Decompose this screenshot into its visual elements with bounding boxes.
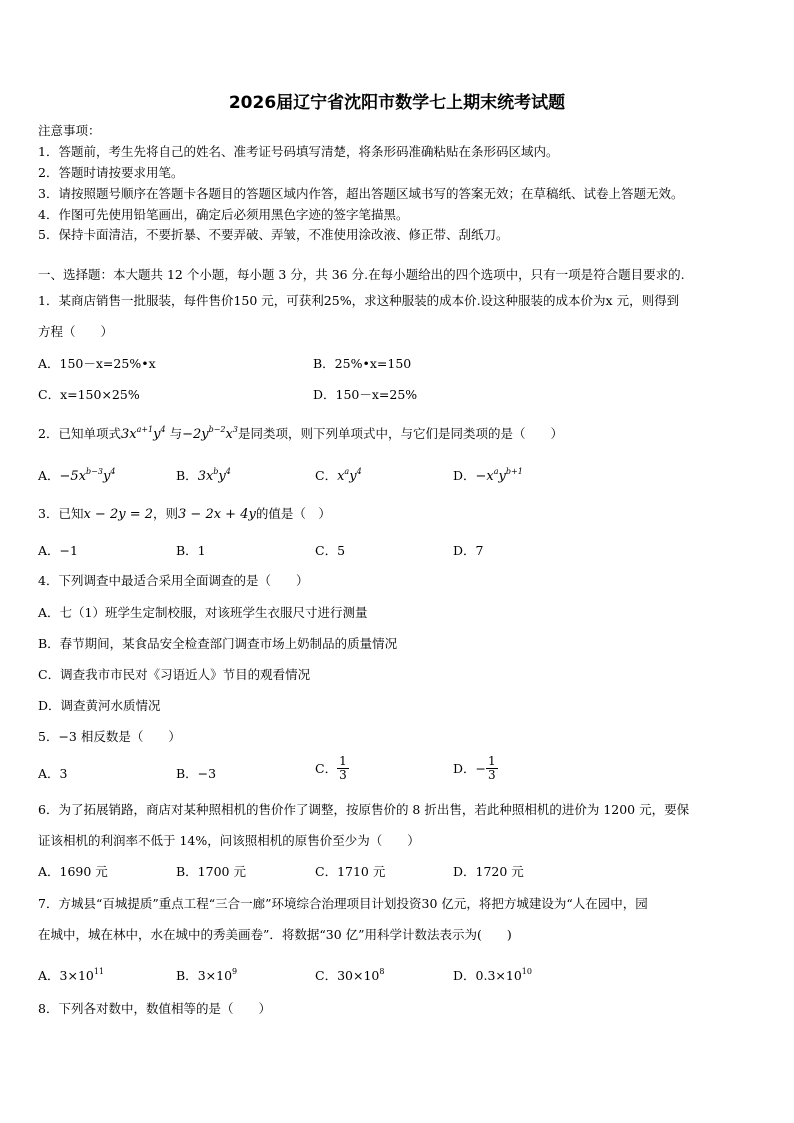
q5-option-c [315, 755, 349, 782]
fraction-denominator: 3 [339, 768, 347, 782]
q2-option-c [315, 463, 362, 485]
q2-term-1 [121, 427, 166, 442]
q7-option-b-label: B． [176, 968, 198, 983]
q2-pre: 2．已知单项式 [38, 426, 121, 441]
q6-option-b: B．1700 元 [176, 864, 246, 879]
q2-option-c-base: x [337, 469, 345, 484]
fraction-numerator: 1 [339, 754, 347, 768]
q2-option-b-base: 3x [197, 469, 214, 484]
q7-option-a [38, 963, 104, 984]
q2-term-1-base: 3x [120, 427, 137, 442]
q7-option-d [453, 963, 532, 984]
q2-option-a-base: −5x [59, 469, 87, 484]
q3-expr-1: x − 2y = 2 [83, 507, 153, 522]
q7-option-d-value: 0.3×10 [475, 968, 522, 983]
q1-option-b: B．25%•x=150 [313, 356, 412, 371]
q2-mid: 与 [165, 426, 183, 441]
q6-option-c: C．1710 元 [315, 864, 386, 879]
question-5-stem: 5．−3 相反数是（ ） [38, 729, 181, 744]
question-1-stem-cont: 方程（ ） [38, 324, 114, 339]
q2-option-a-exp: b−3 [86, 467, 103, 476]
q2-option-a-exp2: 4 [110, 467, 116, 476]
q7-option-d-exp: 10 [521, 967, 532, 976]
notice-item: 4．作图可先使用铅笔画出，确定后必须用黑色字迹的签字笔描黑。 [38, 207, 409, 222]
q3-option-a: A．−1 [38, 543, 78, 558]
q7-option-c [315, 963, 384, 984]
q7-option-b-value: 3×10 [197, 968, 233, 983]
q3-option-d: D．7 [453, 543, 484, 558]
q3-option-c: C．5 [315, 543, 346, 558]
q1-option-d: D．150－x=25% [313, 387, 418, 402]
q2-option-d-base2: y [498, 469, 506, 484]
q4-option-c: C．调查我市市民对《习语近人》节目的观看情况 [38, 667, 311, 682]
q2-term-1-exp: a+1 [136, 425, 154, 434]
question-1-stem: 1．某商店销售一批服装，每件售价150 元，可获利25%，求这种服装的成本价.设这种服装的成本价为x 元，则得到 [38, 293, 680, 308]
q7-option-b [176, 963, 237, 984]
fraction-denominator: 3 [488, 768, 496, 782]
q5-option-d [453, 755, 498, 782]
q2-option-d-base: −x [475, 469, 494, 484]
q7-option-a-label: A． [38, 968, 60, 983]
q6-option-d: D．1720 元 [453, 864, 524, 879]
q7-option-a-exp: 11 [93, 967, 105, 976]
notice-item: 5．保持卡面清洁，不要折暴、不要弄破、弄皱，不准使用涂改液、修正带、刮纸刀。 [38, 227, 509, 242]
q2-option-a-base2: y [102, 469, 111, 484]
q6-option-a: A．1690 元 [38, 864, 108, 879]
q2-option-d [453, 463, 523, 485]
q2-option-c-label: C． [315, 468, 338, 483]
q5-option-c-label: C． [315, 761, 338, 776]
q2-term-2-exp: b−2 [208, 425, 226, 434]
q4-option-b: B．春节期间，某食品安全检查部门调查市场上奶制品的质量情况 [38, 636, 398, 651]
question-8-stem: 8．下列各对数中，数值相等的是（ ） [38, 1001, 271, 1016]
q3-mid: ，则 [153, 506, 179, 521]
q2-post: 是同类项，则下列单项式中，与它们是同类项的是（ ） [237, 426, 563, 441]
q2-term-2-exp2: 3 [232, 425, 238, 434]
q2-option-b-label: B． [176, 468, 198, 483]
q2-option-c-base2: y [349, 469, 357, 484]
question-6-stem-cont: 证该相机的利润率不低于 14%，问该照相机的原售价至少为（ ） [38, 833, 420, 848]
q2-term-1-exp2: 4 [160, 425, 166, 434]
q4-option-d: D．调查黄河水质情况 [38, 698, 161, 713]
q5-option-c-fraction [337, 755, 349, 782]
section-heading: 一、选择题：本大题共 12 个小题，每小题 3 分，共 36 分.在每小题给出的四个选项中，只有一项是符合题目要求的. [38, 267, 685, 282]
q7-option-b-exp: 9 [232, 967, 238, 976]
q2-option-d-exp: a [493, 467, 499, 476]
q2-option-d-label: D． [453, 468, 476, 483]
q5-option-d-label: D． [453, 761, 476, 776]
q2-term-1-base2: y [153, 427, 161, 442]
question-3-stem [38, 505, 331, 523]
q7-option-c-label: C． [315, 968, 338, 983]
q5-option-d-sign: − [475, 761, 487, 776]
notice-item: 2．答题时请按要求用笔。 [38, 165, 184, 180]
q2-option-b-base2: y [218, 469, 226, 484]
question-4-stem: 4．下列调查中最适合采用全面调查的是（ ） [38, 573, 309, 588]
q7-option-a-value: 3×10 [59, 968, 94, 983]
q2-option-b-exp: b [213, 467, 219, 476]
q5-option-a: A．3 [38, 766, 68, 781]
q4-option-a: A．七（1）班学生定制校服，对该班学生衣服尺寸进行测量 [38, 605, 368, 620]
q2-option-c-exp: a [344, 467, 350, 476]
q2-term-2 [182, 427, 238, 442]
question-7-stem-cont: 在城中，城在林中，水在城中的秀美画卷”．将数据“30 亿”用科学计数法表示为( ) [38, 927, 512, 942]
question-7-stem: 7．方城县“百城提质”重点工程“三合一廊”环境综合治理项目计划投资30 亿元，将把方城建设为“人在园中，园 [38, 896, 648, 911]
q7-option-d-label: D． [453, 968, 476, 983]
notice-item: 1．答题前，考生先将自己的姓名、准考证号码填写清楚，将条形码准确粘贴在条形码区域内。 [38, 144, 559, 159]
q2-option-d-exp2: b+1 [505, 467, 523, 476]
fraction-numerator: 1 [488, 754, 496, 768]
q2-term-2-base: −2y [182, 427, 209, 442]
exam-title: 2026届辽宁省沈阳市数学七上期末统考试题 [228, 93, 566, 113]
q3-option-b: B．1 [176, 543, 206, 558]
q1-option-a: A．150－x=25%•x [38, 356, 156, 371]
q5-option-b: B．−3 [176, 766, 217, 781]
q3-pre: 3．已知 [38, 506, 84, 521]
q2-option-b [176, 463, 231, 485]
q3-post: 的值是（ ） [255, 506, 331, 521]
q3-expr-2: 3 − 2x + 4y [178, 507, 256, 522]
notice-item: 3．请按照题号顺序在答题卡各题目的答题区域内作答，超出答题区域书写的答案无效；在草稿纸、试卷上答题无效。 [38, 186, 684, 201]
q5-option-d-fraction [486, 755, 498, 782]
q2-option-a-label: A． [38, 468, 60, 483]
q1-option-c: C．x=150×25% [38, 387, 140, 402]
question-2-stem [38, 421, 563, 443]
q7-option-c-value: 30×10 [337, 968, 380, 983]
q2-term-2-base2: x [225, 427, 233, 442]
q2-option-a [38, 463, 115, 485]
q2-option-c-exp2: 4 [356, 467, 362, 476]
q7-option-c-exp: 8 [379, 967, 385, 976]
q2-option-b-exp2: 4 [225, 467, 231, 476]
question-6-stem: 6．为了拓展销路，商店对某种照相机的售价作了调整，按原售价的 8 折出售，若此种照相机的进价为 1200 元，要保 [38, 802, 690, 817]
notice-header: 注意事项： [38, 123, 101, 138]
